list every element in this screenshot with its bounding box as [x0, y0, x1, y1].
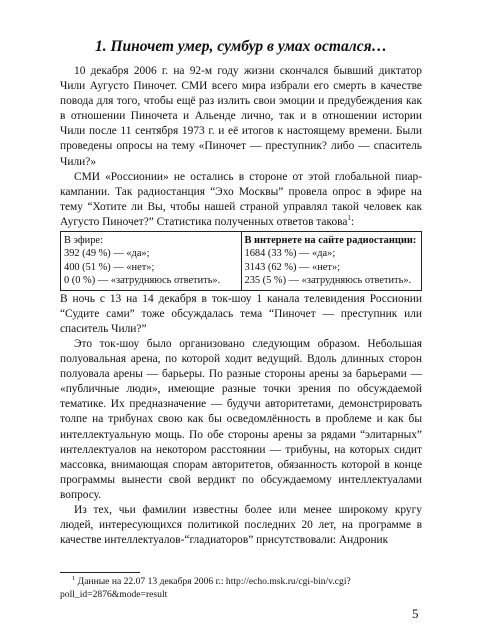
paragraph-tv-show: В ночь с 13 на 14 декабря в ток-шоу 1 канала телевидения Россионии “Судите сами” тоже обсуждалась тема “Пиночет — преступник или спаситель Чили?” — [60, 292, 422, 335]
paragraph-echo-moscow-poll — [60, 170, 422, 230]
footnote-divider — [60, 572, 140, 573]
footnote-mark: 1 — [72, 574, 76, 582]
paragraph-text: СМИ «Россионии» не остались в стороне от этой глобальной пиар-кампании. Так радиостанция “Эхо Москвы” провела опрос в эфире на тему “Хотите ли Вы, чтобы нашей страной управлял такой человек как Аугусто Пиночет?” Статистика полученных ответов такова — [60, 170, 422, 228]
poll-on-air-yes: 392 (49 %) — «да»; — [64, 248, 150, 260]
paragraph-punctuation: : — [350, 215, 355, 228]
poll-website-cell — [241, 232, 422, 291]
paragraph-participants: Из тех, чьи фамилии известны более или менее широкому кругу людей, интересующихся политикой последних 20 лет, на программе в качестве интеллектуалов-“гладиаторов” присутствовали: Андроник — [60, 503, 422, 547]
paragraph-show-format: Это ток-шоу было организовано следующим образом. Небольшая полуовальная арена, по которой ходит ведущий. Вдоль длинных сторон полуовала арены — барьеры. По разные стороны арены за барьерами — «публичные люди», имеющие разные точки зрения по обсуждаемой тематике. Их предназначение — будучи авторитетами, демонстрировать толпе на трибунах свою как бы осведомлённость в проблеме и как бы интеллектуальную мощь. По обе стороны арены за рядами “элитарных” интеллектуалов на некотором расстоянии — трибуны, на которых сидит массовка, внимающая спорам авторитетов, обязанность которой в конце программы вынести свой вердикт по обсуждаемому интеллектуалами вопросу. — [60, 337, 422, 501]
poll-website-yes: 1684 (33 %) — «да»; — [244, 248, 336, 260]
poll-on-air-cell — [61, 232, 242, 291]
section-title: 1. Пиночет умер, сумбур в умах остался… — [94, 38, 388, 55]
table-row — [61, 232, 422, 291]
poll-on-air-undecided: 0 (0 %) — «затрудняюсь ответить». — [64, 275, 221, 287]
poll-website-no: 3143 (62 %) — «нет»; — [244, 261, 341, 273]
footnote-reference[interactable]: 1 — [347, 214, 351, 223]
body-text — [60, 64, 422, 548]
page-number: 5 — [412, 606, 419, 621]
poll-website-undecided: 235 (5 %) — «затрудняюсь ответить». — [244, 275, 412, 287]
footnote-text: Данные на 22.07 13 декабря 2006 г.: http://echo.msk.ru/cgi-bin/v.cgi?poll_id=2876&mode=result — [60, 576, 351, 600]
paragraph-pinochet-death: 10 декабря 2006 г. на 92-м году жизни скончался бывший диктатор Чили Аугусто Пиночет. СМИ всего мира избрали его смерть в качестве повода для того, чтобы ещё раз излить свои эмоции и предубеждения как в отношении Пиночета и Альенде лично, так и в отношении истории Чили после 11 сентября 1973 г. и её итогов к настоящему времени. Были проведены опросы на тему «Пиночет — преступник? либо — спаситель Чили?» — [60, 65, 422, 168]
poll-on-air-header: В эфире: — [64, 235, 103, 247]
poll-website-header: В интернете на сайте радиостанции: — [244, 235, 417, 247]
poll-on-air-no: 400 (51 %) — «нет»; — [64, 261, 155, 273]
footnote — [60, 576, 422, 601]
poll-results-table — [60, 231, 422, 291]
